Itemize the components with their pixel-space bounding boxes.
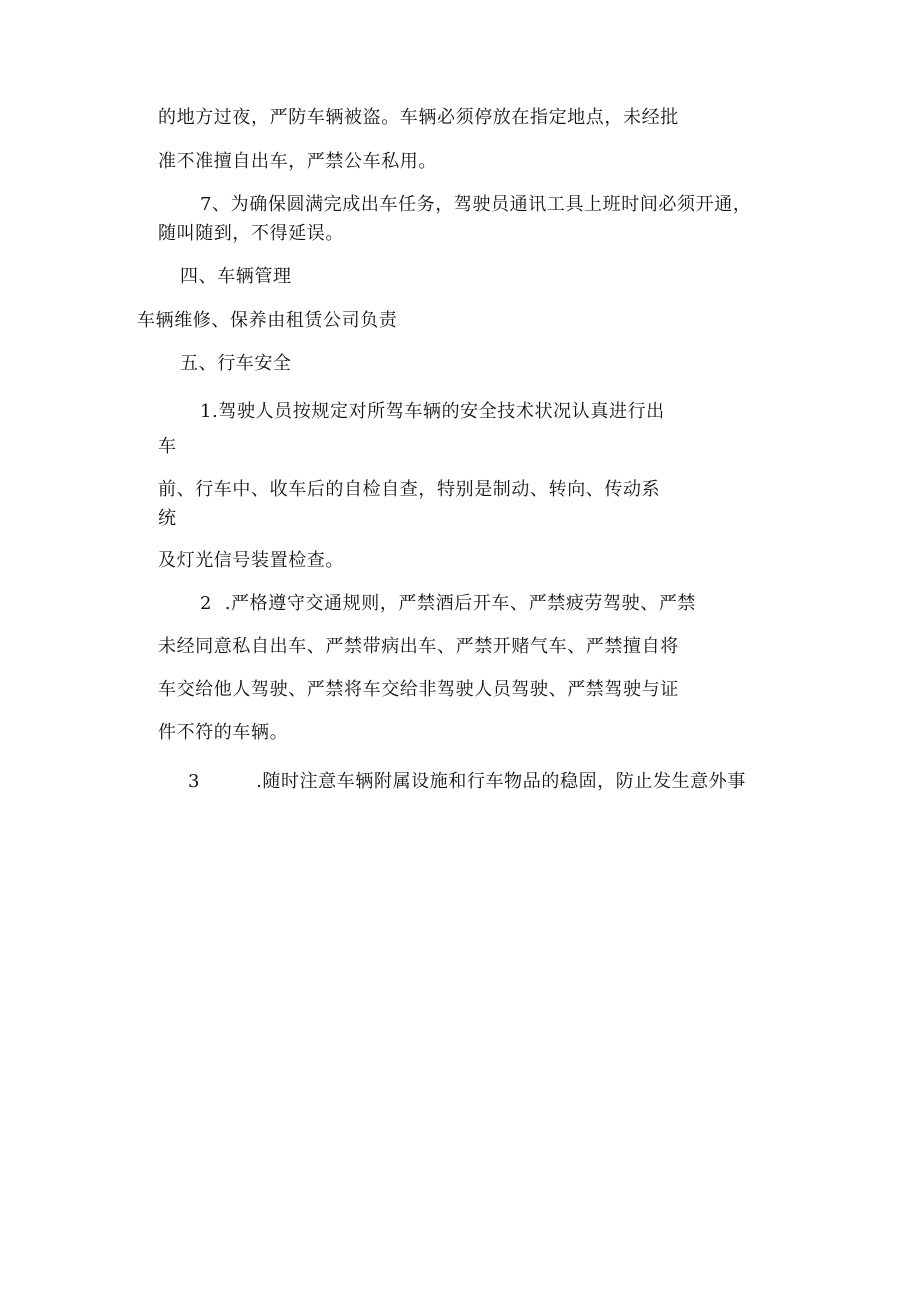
item-number: 3 <box>188 771 201 792</box>
paragraph-line: 车辆维修、保养由租赁公司负责 <box>137 310 398 331</box>
paragraph-line: 7、为确保圆满完成出车任务，驾驶员通讯工具上班时间必须开通， <box>200 194 752 215</box>
paragraph-line: 统 <box>158 508 177 529</box>
paragraph-line: 车交给他人驾驶、严禁将车交给非驾驶人员驾驶、严禁驾驶与证 <box>158 679 679 700</box>
paragraph-line-item-3 <box>188 770 746 794</box>
paragraph-line: 2 .严格遵守交通规则，严禁酒后开车、严禁疲劳驾驶、严禁 <box>200 593 697 614</box>
paragraph-line: 件不符的车辆。 <box>158 722 289 743</box>
paragraph-line: 随叫随到，不得延误。 <box>158 223 344 244</box>
item-text: .随时注意车辆附属设施和行车物品的稳固，防止发生意外事 <box>256 771 746 792</box>
section-heading: 四、车辆管理 <box>180 266 292 287</box>
paragraph-line: 的地方过夜，严防车辆被盗。车辆必须停放在指定地点，未经批 <box>158 107 679 128</box>
paragraph-line: 车 <box>158 436 177 457</box>
paragraph-line: 前、行车中、收车后的自检自查，特别是制动、转向、传动系 <box>158 479 661 500</box>
paragraph-line: 准不准擅自出车，严禁公车私用。 <box>158 151 437 172</box>
paragraph-line: 1.驾驶人员按规定对所驾车辆的安全技术状况认真进行出 <box>200 401 665 422</box>
paragraph-line: 及灯光信号装置检查。 <box>158 550 344 571</box>
section-heading: 五、行车安全 <box>180 353 292 374</box>
paragraph-line: 未经同意私自出车、严禁带病出车、严禁开赌气车、严禁擅自将 <box>158 636 679 657</box>
